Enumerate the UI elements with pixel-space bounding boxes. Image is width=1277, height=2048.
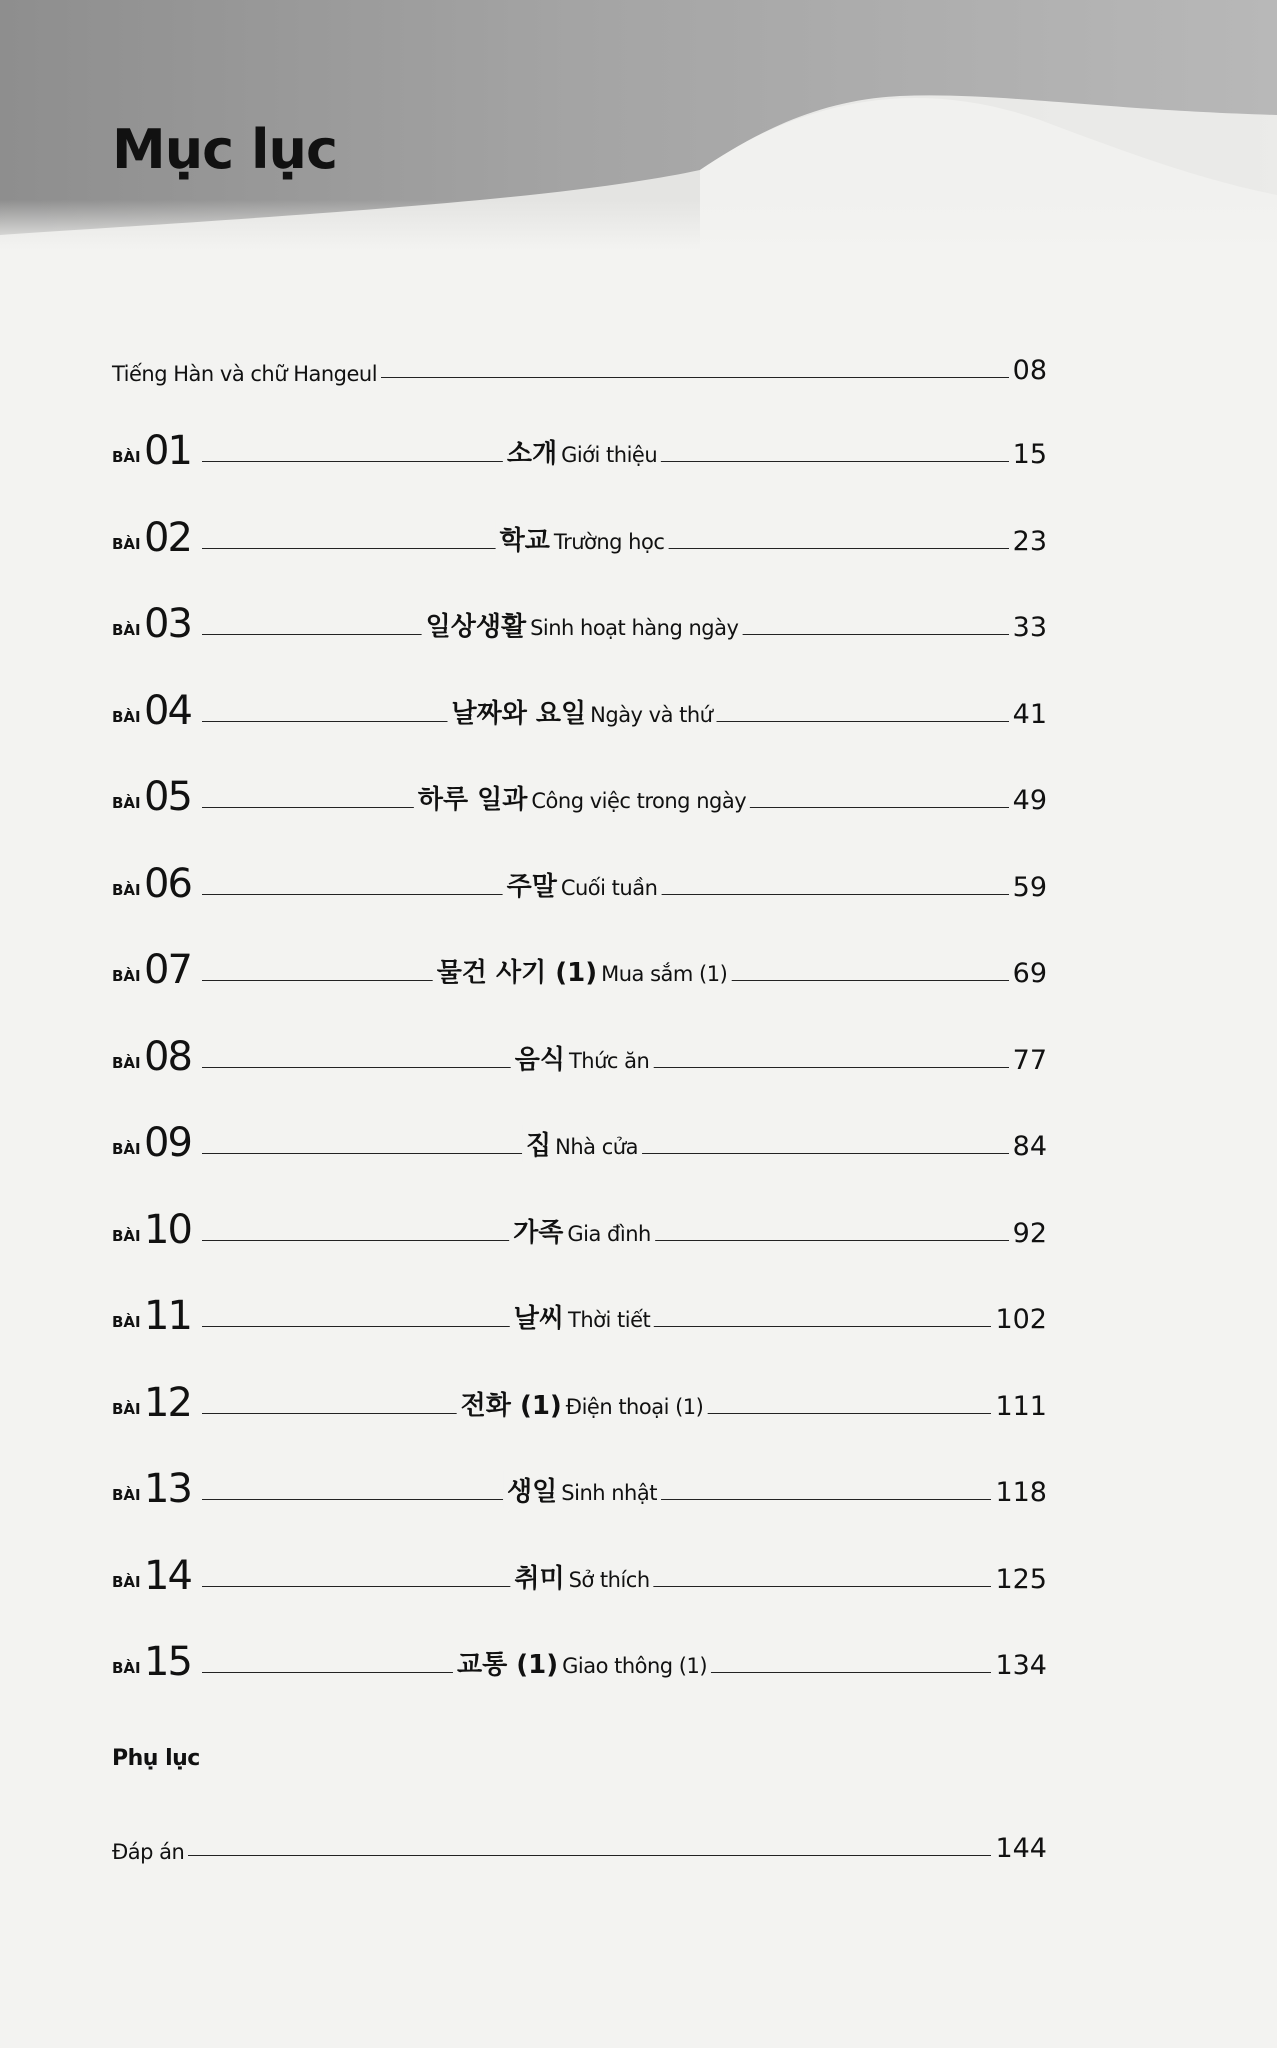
lesson-prefix: BÀI bbox=[112, 881, 141, 899]
lesson-prefix: BÀI bbox=[112, 1313, 141, 1331]
lesson-title-korean: 날짜와 요일 bbox=[451, 699, 587, 729]
lesson-title bbox=[511, 1039, 654, 1076]
lesson-title bbox=[414, 779, 750, 816]
toc-row-lesson[interactable] bbox=[112, 587, 1047, 647]
toc-row-lesson[interactable] bbox=[112, 1452, 1047, 1512]
toc-page-number: 23 bbox=[1009, 526, 1047, 557]
lesson-number: 07 bbox=[144, 947, 191, 993]
toc-page-number: 118 bbox=[991, 1477, 1047, 1508]
lesson-prefix: BÀI bbox=[112, 621, 141, 639]
lesson-title-vietnamese: Giới thiệu bbox=[561, 443, 658, 467]
lesson-title-vietnamese: Trường học bbox=[553, 530, 665, 554]
toc-page-number: 102 bbox=[991, 1304, 1047, 1335]
toc-page-number: 69 bbox=[1009, 958, 1047, 989]
lesson-title-vietnamese: Nhà cửa bbox=[555, 1135, 638, 1159]
toc-row-lesson[interactable] bbox=[112, 760, 1047, 820]
toc-answers-label: Đáp án bbox=[112, 1840, 188, 1864]
toc-row-lesson[interactable] bbox=[112, 933, 1047, 993]
lesson-title-vietnamese: Ngày và thứ bbox=[590, 703, 713, 727]
toc-row-lesson[interactable] bbox=[112, 501, 1047, 561]
lesson-title bbox=[433, 952, 732, 989]
lesson-number: 03 bbox=[144, 601, 191, 647]
toc-page-number: 08 bbox=[1009, 355, 1047, 386]
toc-page-number: 144 bbox=[991, 1833, 1047, 1864]
lesson-prefix: BÀI bbox=[112, 794, 141, 812]
lesson-number: 09 bbox=[144, 1120, 191, 1166]
lesson-title-vietnamese: Sinh hoạt hàng ngày bbox=[530, 616, 739, 640]
lesson-title bbox=[522, 1125, 642, 1162]
lesson-title-korean: 하루 일과 bbox=[417, 785, 528, 815]
lesson-title-vietnamese: Giao thông (1) bbox=[562, 1654, 708, 1678]
lesson-title-vietnamese: Sở thích bbox=[568, 1568, 650, 1592]
lesson-number: 02 bbox=[144, 515, 191, 561]
lesson-prefix: BÀI bbox=[112, 535, 141, 553]
toc-row-lesson[interactable] bbox=[112, 674, 1047, 734]
lesson-title-korean: 주말 bbox=[506, 872, 557, 902]
lesson-title bbox=[503, 866, 662, 903]
lesson-number: 14 bbox=[144, 1553, 191, 1599]
appendix-heading: Phụ lục bbox=[112, 1746, 200, 1771]
lesson-title bbox=[510, 1558, 653, 1595]
lesson-title-korean: 일상생활 bbox=[425, 612, 527, 642]
toc-page-number: 41 bbox=[1009, 699, 1047, 730]
lesson-title-vietnamese: Mua sắm (1) bbox=[601, 962, 728, 986]
lesson-prefix: BÀI bbox=[112, 1659, 141, 1677]
toc-row-lesson[interactable] bbox=[112, 1366, 1047, 1426]
toc-page-number: 15 bbox=[1009, 439, 1047, 470]
lesson-title-vietnamese: Thời tiết bbox=[568, 1308, 651, 1332]
toc-page-number: 125 bbox=[991, 1564, 1047, 1595]
lesson-title-korean: 교통 (1) bbox=[456, 1650, 559, 1680]
lesson-prefix: BÀI bbox=[112, 967, 141, 985]
toc-row-lesson[interactable] bbox=[112, 1106, 1047, 1166]
lesson-prefix: BÀI bbox=[112, 1400, 141, 1418]
lesson-number: 10 bbox=[144, 1207, 191, 1253]
lesson-title-korean: 음식 bbox=[514, 1045, 565, 1075]
page-title: Mục lục bbox=[112, 118, 337, 181]
lesson-prefix: BÀI bbox=[112, 1227, 141, 1245]
toc-row-lesson[interactable] bbox=[112, 414, 1047, 474]
lesson-prefix: BÀI bbox=[112, 1486, 141, 1504]
lesson-title-korean: 집 bbox=[526, 1131, 552, 1161]
lesson-title-korean: 취미 bbox=[514, 1564, 565, 1594]
lesson-title-vietnamese: Gia đình bbox=[567, 1222, 651, 1246]
toc-row-answers[interactable] bbox=[112, 1808, 1047, 1868]
lesson-title-korean: 전화 (1) bbox=[460, 1391, 562, 1421]
toc-page-number: 92 bbox=[1009, 1218, 1047, 1249]
toc-row-lesson[interactable] bbox=[112, 1625, 1047, 1685]
lesson-title-vietnamese: Điện thoại (1) bbox=[565, 1395, 704, 1419]
lesson-title-vietnamese: Cuối tuần bbox=[560, 876, 658, 900]
lesson-title bbox=[422, 606, 743, 643]
toc-intro-label: Tiếng Hàn và chữ Hangeul bbox=[112, 362, 381, 386]
lesson-title bbox=[496, 520, 669, 557]
lesson-number: 05 bbox=[144, 774, 191, 820]
toc-page-number: 111 bbox=[991, 1391, 1047, 1422]
toc-page-number: 59 bbox=[1009, 872, 1047, 903]
toc-row-lesson[interactable] bbox=[112, 1193, 1047, 1253]
lesson-number: 15 bbox=[144, 1639, 191, 1685]
toc-row-lesson[interactable] bbox=[112, 1279, 1047, 1339]
lesson-number: 11 bbox=[144, 1293, 191, 1339]
lesson-title bbox=[448, 693, 717, 730]
toc-page-number: 49 bbox=[1009, 785, 1047, 816]
toc-page-number: 77 bbox=[1009, 1045, 1047, 1076]
lesson-prefix: BÀI bbox=[112, 1140, 141, 1158]
lesson-title-korean: 생일 bbox=[507, 1477, 558, 1507]
toc-page-number: 33 bbox=[1009, 612, 1047, 643]
lesson-title-korean: 학교 bbox=[499, 526, 550, 556]
toc-row-intro[interactable] bbox=[112, 330, 1047, 390]
lesson-number: 04 bbox=[144, 688, 191, 734]
lesson-number: 13 bbox=[144, 1466, 191, 1512]
lesson-title-vietnamese: Công việc trong ngày bbox=[531, 789, 747, 813]
lesson-title bbox=[509, 1212, 655, 1249]
lesson-title bbox=[503, 1471, 661, 1508]
toc-page-number: 134 bbox=[991, 1650, 1047, 1681]
lesson-prefix: BÀI bbox=[112, 708, 141, 726]
toc-page-number: 84 bbox=[1009, 1131, 1047, 1162]
lesson-title-korean: 날씨 bbox=[513, 1304, 565, 1334]
dot-leader bbox=[112, 1855, 1047, 1856]
lesson-title-vietnamese: Thức ăn bbox=[568, 1049, 650, 1073]
lesson-title-korean: 가족 bbox=[513, 1218, 564, 1248]
lesson-title bbox=[503, 433, 661, 470]
lesson-title-korean: 소개 bbox=[506, 439, 558, 469]
lesson-title-korean: 물건 사기 (1) bbox=[436, 958, 598, 988]
lesson-prefix: BÀI bbox=[112, 1054, 141, 1072]
lesson-title-vietnamese: Sinh nhật bbox=[561, 1481, 657, 1505]
lesson-prefix: BÀI bbox=[112, 1573, 141, 1591]
lesson-prefix: BÀI bbox=[112, 448, 141, 466]
lesson-title bbox=[453, 1644, 711, 1681]
lesson-title bbox=[510, 1298, 654, 1335]
lesson-number: 08 bbox=[144, 1034, 191, 1080]
lesson-title bbox=[457, 1385, 708, 1422]
toc-row-lesson[interactable] bbox=[112, 1539, 1047, 1599]
lesson-number: 12 bbox=[144, 1380, 191, 1426]
toc-row-lesson[interactable] bbox=[112, 1020, 1047, 1080]
lesson-number: 06 bbox=[144, 861, 191, 907]
lesson-number: 01 bbox=[144, 428, 191, 474]
toc-row-lesson[interactable] bbox=[112, 847, 1047, 907]
